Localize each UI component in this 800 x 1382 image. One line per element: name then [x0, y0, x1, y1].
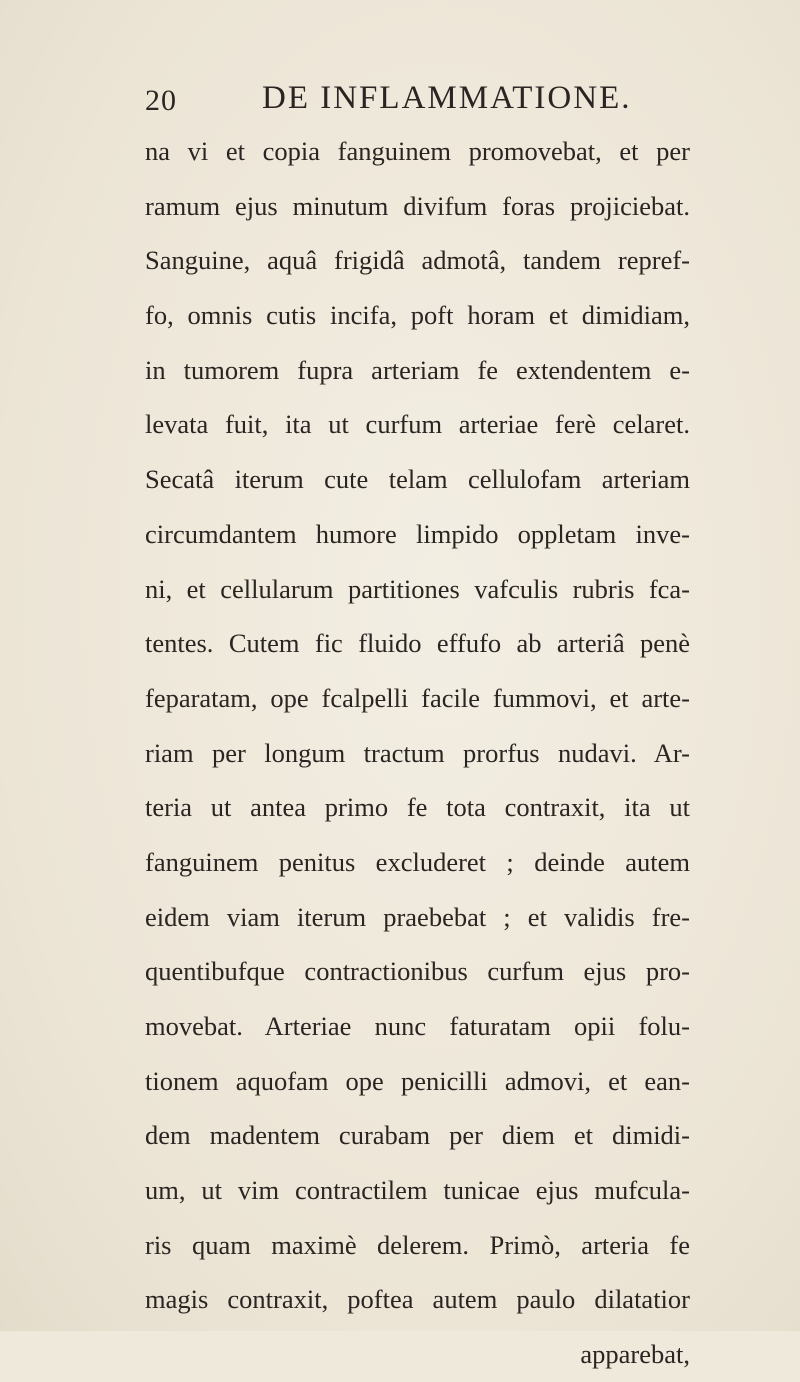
page-number: 20 — [145, 84, 177, 117]
text-line-10: tentes. Cutem fic fluido effufo ab arteriâ penè — [145, 628, 690, 659]
text-line-19: dem madentem curabam per diem et dimidi- — [145, 1120, 690, 1151]
text-line-14: fanguinem penitus excluderet ; deinde autem — [145, 846, 690, 877]
text-line-20: um, ut vim contractilem tunicae ejus mufcula- — [145, 1175, 690, 1206]
text-line-21: ris quam maximè delerem. Primò, arteria fe — [145, 1229, 690, 1260]
text-line-8: circumdantem humore limpido oppletam inve- — [145, 518, 690, 549]
text-line-18: tionem aquofam ope penicilli admovi, et ean- — [145, 1065, 690, 1096]
text-line-5: in tumorem fupra arteriam fe extendentem e- — [145, 354, 690, 385]
text-line-3: Sanguine, aquâ frigidâ admotâ, tandem repref- — [145, 245, 690, 276]
text-line-15: eidem viam iterum praebebat ; et validis fre- — [145, 901, 690, 932]
page-header — [145, 80, 705, 124]
text-line-12: riam per longum tractum prorfus nudavi. Ar- — [145, 737, 690, 768]
text-line-17: movebat. Arteriae nunc faturatam opii folu- — [145, 1011, 690, 1041]
text-line-13: teria ut antea primo fe tota contraxit, ita ut — [145, 792, 690, 823]
text-line-22: magis contraxit, poftea autem paulo dilatatior — [145, 1284, 690, 1315]
body-text — [145, 124, 690, 1382]
text-line-16: quentibufque contractionibus curfum ejus pro- — [145, 956, 690, 987]
text-line-1: na vi et copia fanguinem promovebat, et per — [145, 136, 690, 166]
text-line-11: feparatam, ope fcalpelli facile fummovi, et arte- — [145, 682, 690, 713]
text-line-9: ni, et cellularum partitiones vafculis rubris fca- — [145, 573, 690, 604]
text-line-2: ramum ejus minutum divifum foras projiciebat. — [145, 190, 690, 221]
running-title: DE INFLAMMATIONE. — [262, 80, 632, 116]
text-line-6: levata fuit, ita ut curfum arteriae ferè celaret. — [145, 409, 690, 440]
text-line-4: fo, omnis cutis incifa, poft horam et dimidiam, — [145, 300, 690, 331]
text-line-7: Secatâ iterum cute telam cellulofam arteriam — [145, 464, 690, 495]
text-line-23: apparebat, — [580, 1339, 690, 1370]
